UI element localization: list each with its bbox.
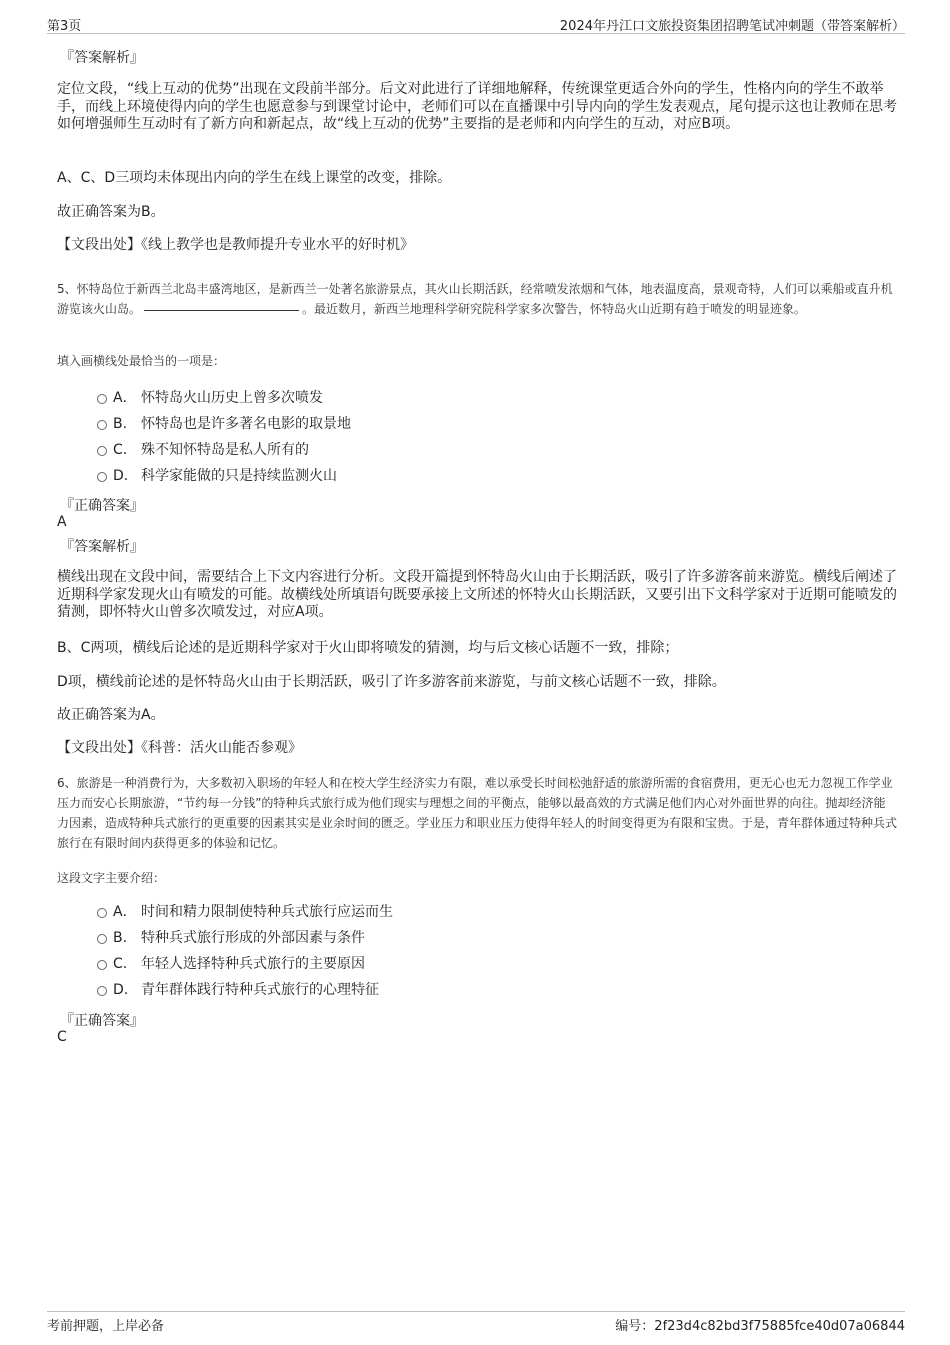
option-key: D. (113, 468, 129, 484)
q6-option-c[interactable] (97, 954, 365, 974)
q6-option-a[interactable] (97, 902, 393, 922)
q5-option-c[interactable] (97, 440, 309, 460)
q5-analysis-paragraph-2: B、C两项，横线后论述的是近期科学家对于火山即将喷发的猜测，均与后文核心话题不一致，排除； (57, 640, 679, 656)
q4-analysis-paragraph-1: 定位文段，“线上互动的优势”出现在文段前半部分。后文对此进行了详细地解释，传统课堂更适合外向的学生，性格内向的学生不敢举手，而线上环境使得内向的学生也愿意参与到课堂讨论中，老师们可以在直播课中引导内向的学生发表观点，尾句提示这也让教师在思考如何增强师生互动时有了新方向和新起点，故“线上互动的优势”主要指的是老师和内向学生的互动，对应B项。 (57, 81, 897, 132)
radio-icon[interactable] (97, 446, 107, 456)
option-key: B. (113, 930, 128, 946)
option-text: 怀特岛火山历史上曾多次喷发 (141, 390, 323, 406)
q6-stem: 6、旅游是一种消费行为，大多数初入职场的年轻人和在校大学生经济实力有限，难以承受长时间松弛舒适的旅游所需的食宿费用，更无心也无力忽视工作学业压力而安心长期旅游，“节约每一分钱”的特种兵式旅行成为他们现实与理想之间的平衡点，能够以最高效的方式满足他们内心对外面世界的向往。抛却经济能力因素，造成特种兵式旅行的更重要的因素其实是业余时间的匮乏。学业压力和职业压力使得年轻人的时间变得更为有限和宝贵。于是，青年群体通过特种兵式旅行在有限时间内获得更多的体验和记忆。 (57, 776, 898, 850)
q5-stem-part-2: 。最近数月，新西兰地理科学研究院科学家多次警告，怀特岛火山近期有趋于喷发的明显迹象。 (302, 302, 807, 316)
q5-stem (57, 279, 897, 319)
option-text: 科学家能做的只是持续监测火山 (141, 468, 337, 484)
q5-analysis-paragraph-4: 故正确答案为A。 (57, 707, 165, 723)
document-code (615, 1315, 905, 1334)
radio-icon[interactable] (97, 986, 107, 996)
radio-icon[interactable] (97, 960, 107, 970)
page-number: 第3页 (47, 19, 82, 34)
q5-answer: A (57, 514, 67, 530)
option-key: D. (113, 982, 129, 998)
option-text: 年轻人选择特种兵式旅行的主要原因 (141, 956, 365, 972)
radio-icon[interactable] (97, 472, 107, 482)
option-key: C. (113, 442, 128, 458)
code-label: 编号： (615, 1319, 655, 1334)
option-text: 特种兵式旅行形成的外部因素与条件 (141, 930, 365, 946)
option-key: B. (113, 416, 128, 432)
q5-source: 【文段出处】《科普：活火山能否参观》 (57, 740, 302, 756)
q5-analysis-label: 『答案解析』 (60, 539, 144, 555)
q4-analysis-paragraph-3: 故正确答案为B。 (57, 204, 165, 220)
radio-icon[interactable] (97, 394, 107, 404)
q4-source: 【文段出处】《线上教学也是教师提升专业水平的好时机》 (57, 237, 414, 253)
fill-blank (144, 309, 299, 311)
footer-slogan: 考前押题，上岸必备 (47, 1319, 165, 1334)
q6-prompt: 这段文字主要介绍： (57, 871, 166, 885)
code-value: 2f23d4c82bd3f75885fce40d07a06844 (654, 1319, 905, 1334)
radio-icon[interactable] (97, 420, 107, 430)
q5-option-b[interactable] (97, 414, 351, 434)
q5-stem-part-1: 5、怀特岛位于新西兰北岛丰盛湾地区，是新西兰一处著名旅游景点，其火山长期活跃，经常喷发浓烟和气体，地表温度高，景观奇特，人们可以乘船或直升机游览该火山岛。 (57, 282, 893, 316)
option-text: 青年群体践行特种兵式旅行的心理特征 (141, 982, 379, 998)
q6-option-d[interactable] (97, 980, 379, 1000)
q5-analysis-paragraph-1: 横线出现在文段中间，需要结合上下文内容进行分析。文段开篇提到怀特岛火山由于长期活跃，吸引了许多游客前来游览。横线后阐述了近期科学家发现火山有喷发的可能。故横线处所填语句既要承接上文所述的怀特火山长期活跃，又要引出下文科学家对于近期可能喷发的猜测，即怀特火山曾多次喷发过，对应A项。 (57, 569, 897, 620)
radio-icon[interactable] (97, 934, 107, 944)
option-key: A． (113, 904, 137, 920)
q4-analysis-paragraph-2: A、C、D三项均未体现出内向的学生在线上课堂的改变，排除。 (57, 170, 452, 186)
q5-analysis-paragraph-3: D项，横线前论述的是怀特岛火山由于长期活跃，吸引了许多游客前来游览，与前文核心话题不一致，排除。 (57, 674, 726, 690)
q6-answer: C (57, 1029, 67, 1045)
page-footer (47, 1311, 905, 1334)
q6-answer-label: 『正确答案』 (60, 1013, 144, 1029)
option-text: 时间和精力限制使特种兵式旅行应运而生 (141, 904, 393, 920)
option-key: A． (113, 390, 137, 406)
option-text: 怀特岛也是许多著名电影的取景地 (141, 416, 351, 432)
q5-option-d[interactable] (97, 466, 337, 486)
radio-icon[interactable] (97, 908, 107, 918)
q4-analysis-label: 『答案解析』 (60, 50, 144, 66)
q6-option-b[interactable] (97, 928, 365, 948)
page-header (47, 13, 905, 34)
q5-option-a[interactable] (97, 388, 323, 408)
q5-prompt: 填入画横线处最恰当的一项是： (57, 354, 226, 368)
option-key: C. (113, 956, 128, 972)
q5-answer-label: 『正确答案』 (60, 498, 144, 514)
document-title: 2024年丹江口文旅投资集团招聘笔试冲刺题（带答案解析） (559, 19, 905, 34)
option-text: 殊不知怀特岛是私人所有的 (141, 442, 309, 458)
